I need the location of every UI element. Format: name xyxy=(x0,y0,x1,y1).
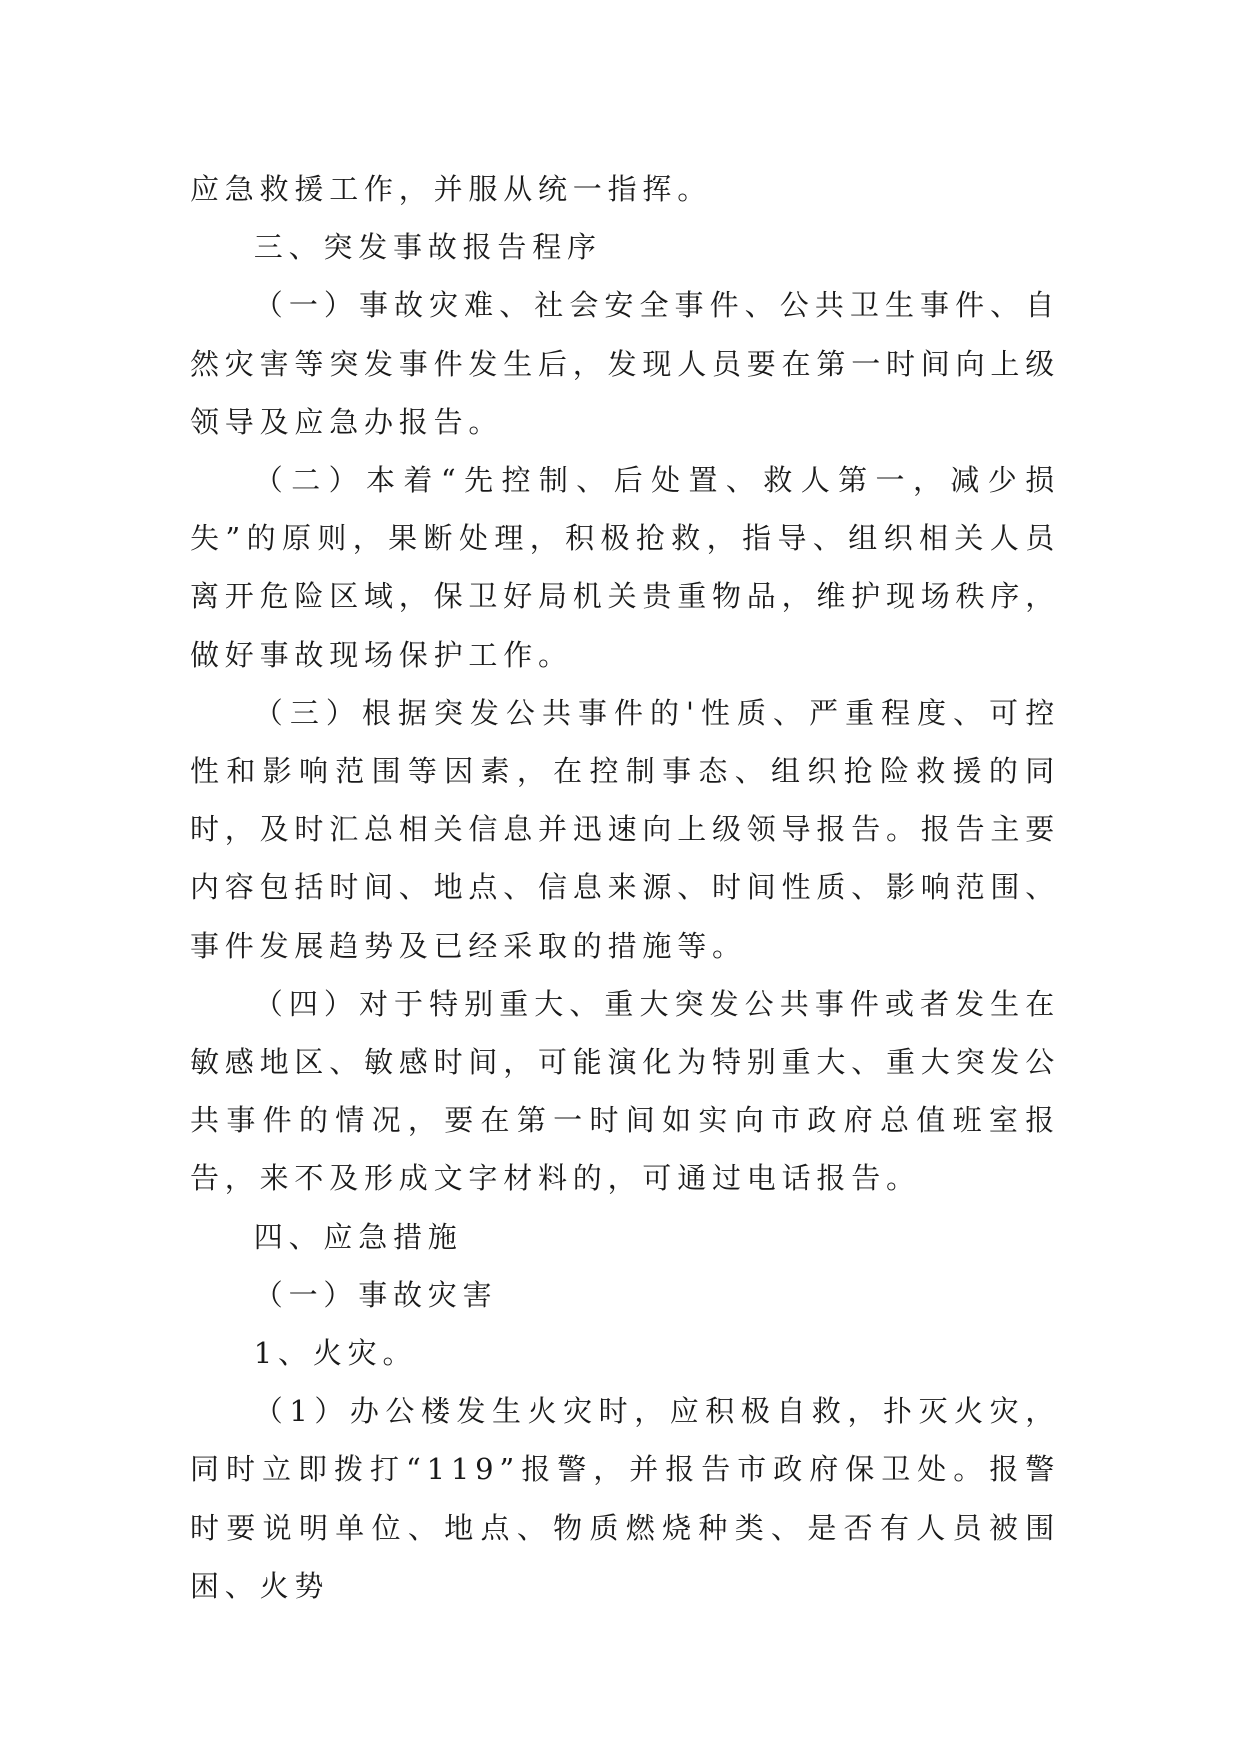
paragraph-3-4: （四）对于特别重大、重大突发公共事件或者发生在敏感地区、敏感时间，可能演化为特别重大、重大突发公共事件的情况，要在第一时间如实向市政府总值班室报告，来不及形成文字材料的，可通过电话报告。 xyxy=(190,986,1061,1196)
section-heading-4: 四、应急措施 xyxy=(253,1219,463,1254)
paragraph-3-1: （一）事故灾难、社会安全事件、公共卫生事件、自然灾害等突发事件发生后，发现人员要在第一时间向上级领导及应急办报告。 xyxy=(190,288,1061,439)
paragraph-3-2: （二）本着“先控制、后处置、救人第一，减少损失”的原则，果断处理，积极抢救，指导、组织相关人员离开危险区域，保卫好局机关贵重物品，维护现场秩序，做好事故现场保护工作。 xyxy=(190,463,1061,672)
document-body xyxy=(190,160,1060,1615)
paragraph-fire-1: （1）办公楼发生火灾时，应积极自救，扑灭火灾，同时立即拨打“119”报警，并报告市政府保卫处。报警时要说明单位、地点、物质燃烧种类、是否有人员被围困、火势 xyxy=(190,1394,1060,1603)
section-heading-3: 三、突发事故报告程序 xyxy=(253,230,602,265)
subsection-heading-4-1: （一）事故灾害 xyxy=(253,1277,498,1312)
paragraph-3-3: （三）根据突发公共事件的'性质、严重程度、可控性和影响范围等因素，在控制事态、组织抢险救援的同时，及时汇总相关信息并迅速向上级领导报告。报告主要内容包括时间、地点、信息来源、时间性质、影响范围、事件发展趋势及已经采取的措施等。 xyxy=(190,695,1061,963)
paragraph-continuation: 应急救援工作，并服从统一指挥。 xyxy=(190,172,713,206)
item-heading-fire: 1、火灾。 xyxy=(253,1336,418,1371)
